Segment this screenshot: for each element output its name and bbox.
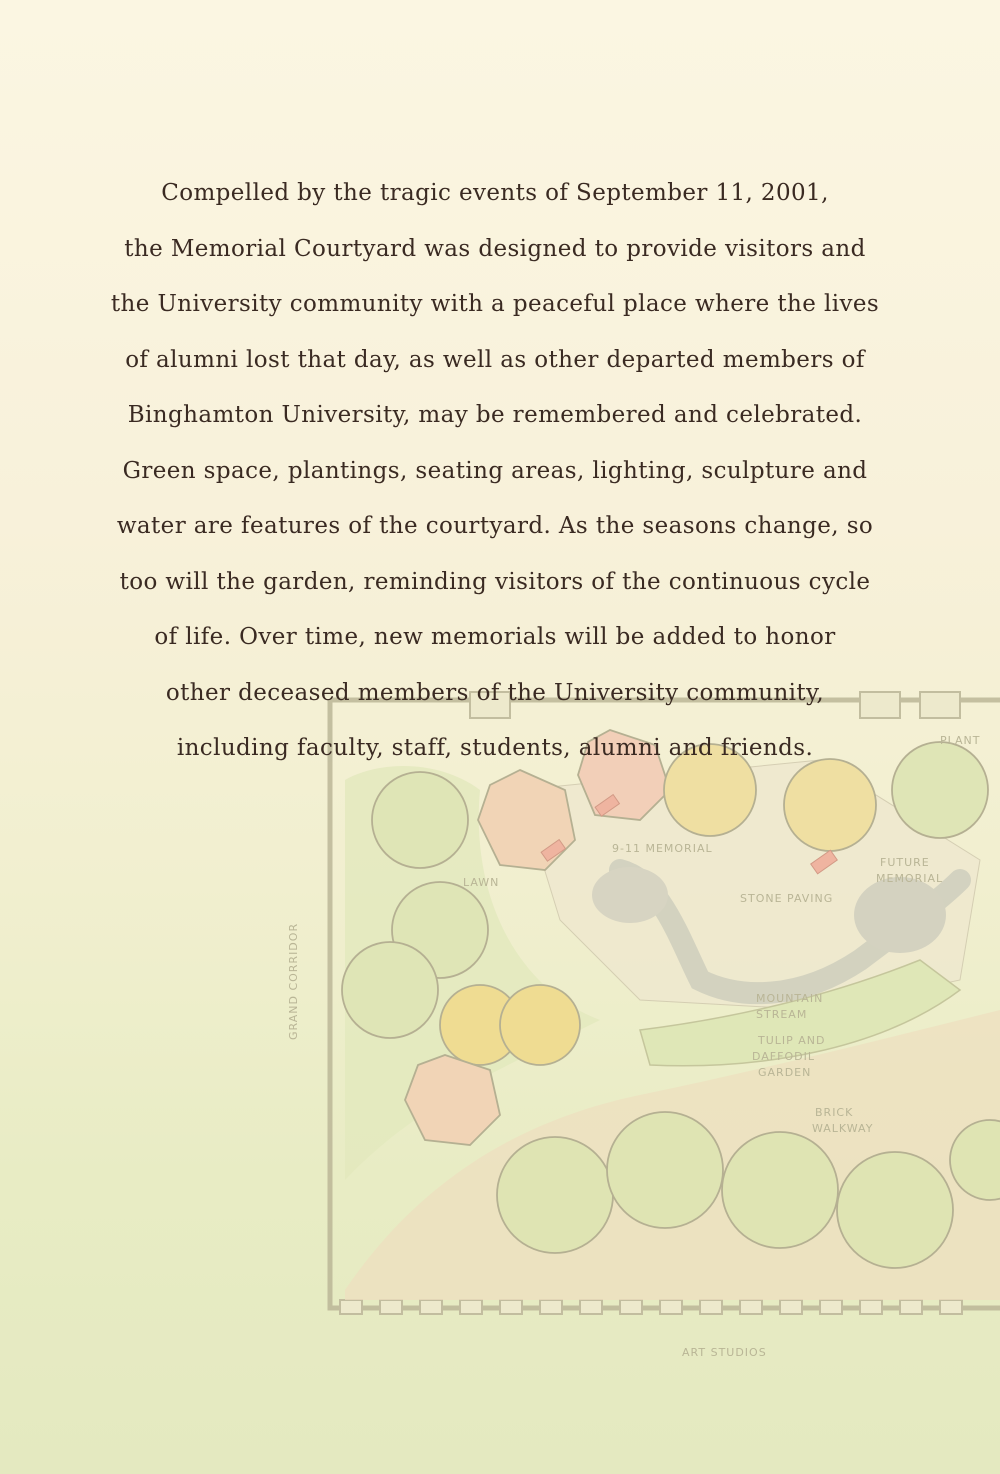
memorial-courtyard-paragraph [80, 166, 910, 777]
label-brick-walkway-1: BRICK [815, 1106, 854, 1119]
label-tulip-garden-3: GARDEN [758, 1066, 812, 1079]
paragraph-line: of life. Over time, new memorials will be added to honor [154, 624, 836, 650]
label-future-memorial-2: MEMORIAL [876, 872, 944, 885]
paragraph-line: Green space, plantings, seating areas, lighting, sculpture and [122, 457, 868, 484]
paragraph-line: including faculty, staff, students, alumni and friends. [176, 735, 814, 761]
future-memorial-rock [854, 877, 946, 953]
label-art-studios: ART STUDIOS [682, 1346, 767, 1359]
label-stone-paving: STONE PAVING [740, 892, 834, 905]
paragraph-line: Compelled by the tragic events of September 11, 2001, [161, 180, 829, 206]
paragraph-line: the University community with a peaceful place where the lives [110, 291, 880, 317]
label-lawn: LAWN [463, 876, 500, 889]
paragraph-line: too will the garden, reminding visitors of the continuous cycle [119, 568, 871, 595]
label-grand-corridor: GRAND CORRIDOR [287, 922, 300, 1040]
label-future-memorial-1: FUTURE [880, 856, 930, 869]
label-memorial: 9-11 MEMORIAL [612, 842, 713, 855]
label-mountain-stream-1: MOUNTAIN [756, 992, 824, 1005]
paragraph-line: other deceased members of the University community, [165, 679, 825, 706]
memorial-rock [592, 867, 668, 923]
label-tulip-garden-1: TULIP AND [758, 1034, 826, 1047]
label-brick-walkway-2: WALKWAY [812, 1122, 874, 1135]
paragraph-line: water are features of the courtyard. As the seasons change, so [116, 513, 874, 539]
paragraph-line: of alumni lost that day, as well as other departed members of [125, 346, 865, 373]
label-plant: PLANT [940, 734, 981, 747]
label-tulip-garden-2: DAFFODIL [752, 1050, 815, 1063]
paragraph-line: the Memorial Courtyard was designed to provide visitors and [124, 235, 866, 262]
paragraph-line: Binghamton University, may be remembered and celebrated. [127, 402, 863, 428]
label-mountain-stream-2: STREAM [756, 1008, 808, 1021]
